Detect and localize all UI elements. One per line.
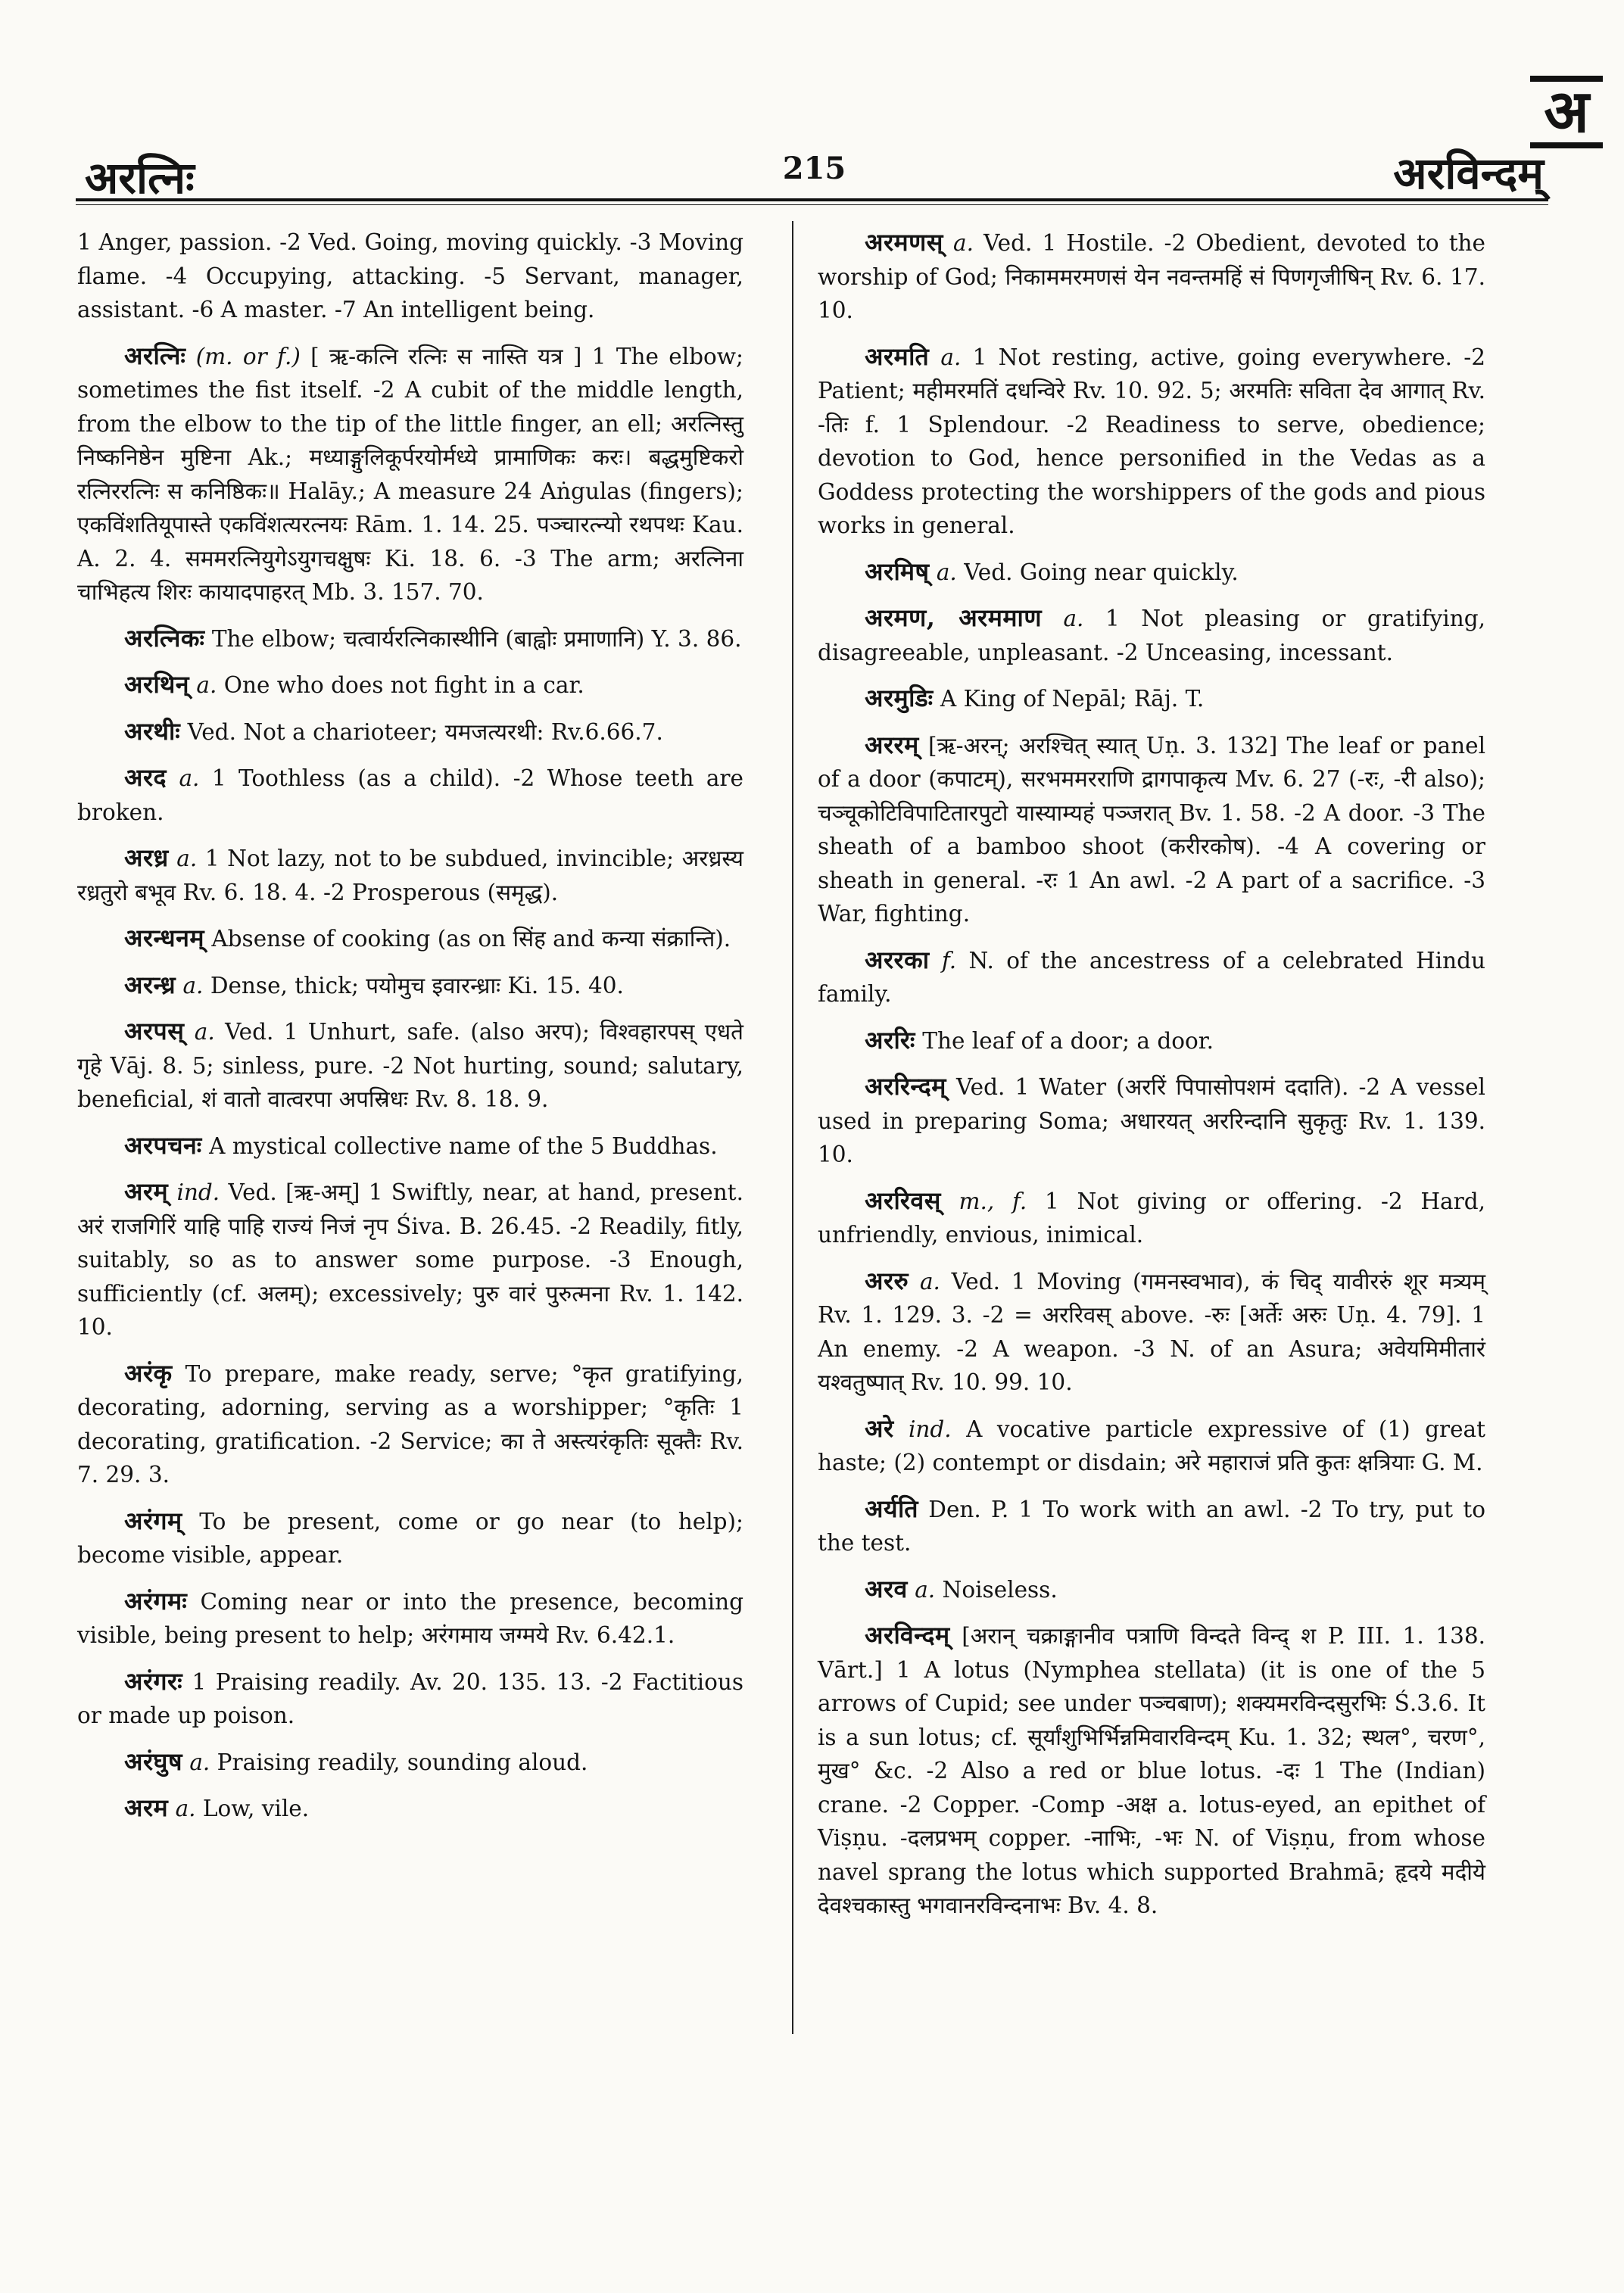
entry-headword: अररिन्दम् <box>865 1072 946 1101</box>
dictionary-entry-aratnih <box>77 339 743 609</box>
dictionary-entry-aramish <box>818 555 1485 590</box>
header-left-guideword: अरत्निः <box>85 152 195 204</box>
entry-definition: Ved. 1 Unhurt, safe. (also अरप); विश्वहारपस् एधते गृहे Vāj. 8. 5; sinless, pure. -2 Not hurting, sound; salutary, beneficial, शं वातो वात्वरपा अपस्रिधः Rv. 8. 18. 9. <box>77 1019 743 1112</box>
entry-definition: A vocative particle expressive of (1) great haste; (2) contempt or disdain; अरे महाराजं प्रति कुतः क्षत्रियाः G. M. <box>818 1416 1485 1475</box>
entry-definition: N. of the ancestress of a celebrated Hindu family. <box>818 947 1485 1007</box>
entry-headword: अरमणस् <box>865 228 943 257</box>
entry-definition: 1 Praising readily. Av. 20. 135. 13. -2 Factitious or made up poison. <box>77 1668 743 1728</box>
dictionary-entry-ararih <box>818 1023 1485 1058</box>
entry-grammar: (m. or f.) <box>185 343 301 369</box>
entry-grammar: a. <box>176 972 204 999</box>
entry-headword: अरपचनः <box>124 1130 202 1160</box>
entry-definition: The elbow; चत्वार्यरत्निकास्थीनि (बाह्वोः प्रमाणानि) Y. 3. 86. <box>204 625 742 652</box>
entry-headword: अरंकृ <box>124 1358 173 1388</box>
entry-definition: Absense of cooking (as on सिंह and कन्या संक्रान्ति). <box>204 926 731 952</box>
dictionary-entry-are <box>818 1412 1485 1480</box>
entry-headword: अरथीः <box>124 716 181 746</box>
entry-grammar: a. <box>929 559 957 585</box>
entry-grammar: ind. <box>168 1179 220 1205</box>
entry-headword: अरंघुष <box>124 1746 182 1776</box>
entry-definition: A King of Nepāl; Rāj. T. <box>933 686 1205 712</box>
dictionary-entry-aravindam <box>818 1618 1485 1923</box>
entry-definition: One who does not fight in a car. <box>217 672 584 698</box>
entry-headword: अरव <box>865 1574 908 1603</box>
entry-headword: अरम् <box>124 1177 169 1206</box>
entry-definition: Ved. 1 Water (अररिं पिपासोपशमं ददाति). -2 A vessel used in preparing Soma; अधारयत् अररिन्दानि सुकृतुः Rv. 1. 139. 10. <box>818 1074 1485 1167</box>
entry-definition: To prepare, make ready, serve; °कृत gratifying, decorating, adorning, serving as a worshipper; °कृतिः 1 decorating, gratification. -2 Service; का ते अस्त्यरंकृतिः सूक्तैः Rv. 7. 29. 3. <box>77 1360 743 1488</box>
entry-grammar: f. <box>929 947 957 974</box>
entry-headword: अररम् <box>865 730 919 759</box>
entry-definition: The leaf of a door; a door. <box>915 1027 1214 1054</box>
entry-grammar: a. <box>168 1796 196 1821</box>
page-number: 215 <box>782 151 846 186</box>
entry-headword: अरथिन् <box>124 670 190 699</box>
header-rule-thick <box>76 198 1548 201</box>
entry-definition: 1 Not pleasing or gratifying, disagreeable, unpleasant. -2 Unceasing, incessant. <box>818 606 1485 665</box>
entry-grammar: a. <box>184 1019 215 1045</box>
dictionary-entry-arava <box>818 1572 1485 1607</box>
thumb-index-letter: अ <box>1530 76 1603 148</box>
dictionary-entry-arama <box>77 1791 743 1826</box>
entry-headword: अरत्निः <box>124 341 186 370</box>
entry-grammar: a. <box>167 765 200 791</box>
dictionary-entry-araru <box>818 1264 1485 1400</box>
entry-definition: 1 Toothless (as a child). -2 Whose teeth are broken. <box>77 765 743 825</box>
dictionary-entry-aramgamah <box>77 1584 743 1653</box>
entry-definition: [ऋ-अरन्; अरश्चित् स्यात् Uṇ. 3. 132] The leaf or panel of a door (कपाटम्), सरभममरराणि द्रागपाकृत्य Mv. 6. 27 (-रः, -री also); चञ्चूकोटिविपाटितारपुटो यास्याम्यहं पञ्जरात् Bv. 1. 58. -2 A door. -3 The sheath of a bamboo shoot (करीरकोष). -4 A covering or sheath in general. -रः 1 An awl. -2 A part of a sacrifice. -3 War, fighting. <box>818 732 1485 927</box>
entry-definition: 1 Not lazy, not to be subdued, invincible; अरध्रस्य रध्रतुरो बभूव Rv. 6. 18. 4. -2 Prosperous (समृद्ध). <box>77 846 744 905</box>
dictionary-entry-aramgam <box>77 1504 743 1572</box>
entry-definition: To be present, come or go near (to help); become visible, appear. <box>77 1508 743 1568</box>
entry-definition: Ved. 1 Moving (गमनस्वभाव), कं चिद् यावीररुं शूर मत्र्यम् Rv. 1. 129. 3. -2 = अररिवस् above. -रुः [अर्तेः अरुः Uṇ. 4. 79]. 1 An enemy. -2 A weapon. -3 N. of an Asura; अवेयमिमीतारं यश्वतुष्पात् Rv. 10. 99. 10. <box>818 1268 1485 1395</box>
dictionary-entry-aramghusha <box>77 1745 743 1780</box>
entry-grammar: a. <box>168 846 198 871</box>
entry-definition: Den. P. 1 To work with an awl. -2 To try, put to the test. <box>818 1496 1485 1556</box>
entry-definition: [अरान् चक्राङ्गानीव पत्राणि विन्दते विन्द् श P. III. 1. 138. Vārt.] 1 A lotus (Nymphea stellata) (it is one of the 5 arrows of Cupid; see under पञ्चबाण); शक्यमरविन्दसुरभिः Ś.3.6. It is a sun lotus; cf. सूर्यांशुभिर्भिन्नमिवारविन्दम् Ku. 1. 32; स्थल°, चरण°, मुख° &c. -2 Also a red or blue lotus. -दः 1 The (Indian) crane. -2 Copper. -Comp -अक्ष a. lotus-eyed, an epithet of Viṣṇu. -दलप्रभम् copper. -नाभिः, -भः N. of Viṣṇu, from whose navel sprang the lotus which supported Brahmā; हृदये मदीये देवश्चकास्तु भगवानरविन्दनाभः Bv. 4. 8. <box>818 1623 1485 1918</box>
dictionary-entry-arapacanah <box>77 1129 743 1164</box>
dictionary-entry-aram <box>77 1175 743 1344</box>
dictionary-entry-aramudih <box>818 681 1485 716</box>
dictionary-entry-aramati <box>818 340 1485 543</box>
entry-definition: Ved. [ऋ-अम्] 1 Swiftly, near, at hand, present. अरं राजगिरिं याहि पाहि राज्यं निजं नृप Śiva. B. 26.45. -2 Readily, fitly, suitably, so as to answer some purpose. -3 Enough, sufficiently (cf. अलम्); excessively; पुरु वारं पुरुत्मना Rv. 1. 142. 10. <box>77 1179 743 1340</box>
running-header <box>85 132 1544 204</box>
dictionary-entry-araravas <box>818 1184 1485 1252</box>
entry-headword: अरपस् <box>124 1017 185 1045</box>
dictionary-entry-aradhra <box>77 841 743 909</box>
entry-headword: अर्यति <box>865 1494 919 1523</box>
entry-definition: 1 Not resting, active, going everywhere. -2 Patient; महीमरमतिं दधन्विरे Rv. 10. 92. 5; अरमतिः सविता देव आगात् Rv. -तिः f. 1 Splendour. -2 Readiness to serve, obedience; devotion to God, hence personified in the Vedas as a Goddess protecting the worshippers of the gods and pious works in general. <box>818 344 1486 538</box>
entry-headword: अरन्धनम् <box>124 924 204 952</box>
dictionary-entry-arathih <box>77 715 743 749</box>
entry-definition: 1 Anger, passion. -2 Ved. Going, moving quickly. -3 Moving flame. -4 Occupying, attacking. -5 Servant, manager, assistant. -6 A master. -7 An intelligent being. <box>77 229 743 322</box>
dictionary-entry-aratnikah <box>77 622 743 656</box>
entry-definition: Ved. Going near quickly. <box>956 559 1239 585</box>
dictionary-entry-cont <box>77 226 743 327</box>
entry-grammar: a. <box>907 1576 936 1603</box>
header-right-guideword: अरविन्दम् <box>1393 148 1544 199</box>
right-column <box>818 226 1485 1935</box>
entry-definition: Ved. Not a charioteer; यमजत्यरथी: Rv.6.66.7. <box>180 718 663 745</box>
entry-headword: अररिः <box>865 1025 915 1055</box>
entry-headword: अरद <box>124 763 167 792</box>
header-rule-thin <box>76 204 1548 205</box>
entry-grammar: a. <box>943 230 974 256</box>
entry-grammar: ind. <box>893 1416 952 1442</box>
entry-definition: Coming near or into the presence, becoming visible, being present to help; अरंगमाय जग्मये Rv. 6.42.1. <box>77 1588 743 1648</box>
entry-definition: [ ऋ-कत्नि रत्निः स नास्ति यत्र ] 1 The elbow; sometimes the fist itself. -2 A cubit of the middle length, from the elbow to the tip of the little finger, an ell; अरत्निस्तु निष्कनिष्ठेन मुष्टिना Ak.; मध्याङ्गुलिकूर्परयोर्मध्ये प्रामाणिकः करः। बद्धमुष्टिकरो रत्निररत्निः स कनिष्ठिकः॥ Halāy.; A measure 24 Aṅgulas (fingers); एकविंशतियूपास्ते एकविंशत्यरत्नयः Rām. 1. 14. 25. पञ्चारत्न्यो रथपथः Kau. A. 2. 4. सममरत्नियुगेऽयुगचक्षुषः Ki. 18. 6. -3 The arm; अरत्निना चाभिहत्य शिरः कायादपाहरत् Mb. 3. 157. 70. <box>77 343 744 605</box>
entry-headword: अरंगरः <box>124 1666 183 1696</box>
left-column <box>77 226 743 1838</box>
entry-headword: अरमिष् <box>865 556 930 586</box>
entry-headword: अरविन्दम् <box>865 1621 950 1650</box>
entry-headword: अरमण, अरममाण <box>865 603 1042 632</box>
entry-headword: अरध्र <box>124 843 169 872</box>
entry-definition: Noiseless. <box>935 1576 1058 1603</box>
entry-grammar: a. <box>189 672 217 698</box>
entry-headword: अरे <box>865 1413 894 1443</box>
entry-headword: अररु <box>865 1266 909 1295</box>
entry-grammar: m., f. <box>940 1188 1027 1214</box>
dictionary-entry-aramanas <box>818 226 1485 328</box>
dictionary-entry-aramkr <box>77 1357 743 1492</box>
entry-headword: अरंगमः <box>124 1586 188 1615</box>
dictionary-entry-arandhra <box>77 968 743 1003</box>
entry-headword: अरंगम् <box>124 1506 182 1535</box>
entry-definition: Ved. 1 Hostile. -2 Obedient, devoted to the worship of God; निकाममरमणसं येन नवन्तमहिं सं पिणगृजीषिन् Rv. 6. 17. 10. <box>818 230 1486 323</box>
entry-grammar: a. <box>929 344 962 370</box>
entry-headword: अरमति <box>865 341 930 371</box>
dictionary-entry-aramgarah <box>77 1665 743 1733</box>
entry-headword: अरत्निकः <box>124 623 205 653</box>
entry-grammar: a. <box>909 1268 940 1294</box>
dictionary-entry-ararka <box>818 943 1485 1011</box>
entry-definition: Low, vile. <box>195 1796 310 1821</box>
dictionary-entry-aryati <box>818 1492 1485 1560</box>
entry-definition: Dense, thick; पयोमुच इवारन्ध्राः Ki. 15. 40. <box>203 972 624 999</box>
dictionary-entry-arandhanam <box>77 921 743 956</box>
entry-headword: अरन्ध्र <box>124 970 176 999</box>
entry-definition: A mystical collective name of the 5 Buddhas. <box>201 1132 718 1159</box>
dictionary-entry-arapas <box>77 1014 743 1117</box>
entry-headword: अरमुडिः <box>865 684 934 712</box>
entry-headword: अररका <box>865 945 930 974</box>
dictionary-entry-arathin <box>77 668 743 703</box>
entry-definition: 1 Not giving or offering. -2 Hard, unfriendly, envious, inimical. <box>818 1188 1485 1248</box>
dictionary-entry-arada <box>77 761 743 829</box>
entry-grammar: a. <box>1041 606 1084 631</box>
entry-headword: अरम <box>124 1793 169 1822</box>
dictionary-entry-ararindam <box>818 1070 1485 1172</box>
dictionary-entry-araram <box>818 728 1485 931</box>
dictionary-entry-aramana <box>818 601 1485 669</box>
entry-definition: Praising readily, sounding aloud. <box>210 1749 588 1775</box>
entry-headword: अररिवस् <box>865 1185 941 1215</box>
column-divider <box>792 221 793 2034</box>
entry-grammar: a. <box>182 1749 210 1775</box>
